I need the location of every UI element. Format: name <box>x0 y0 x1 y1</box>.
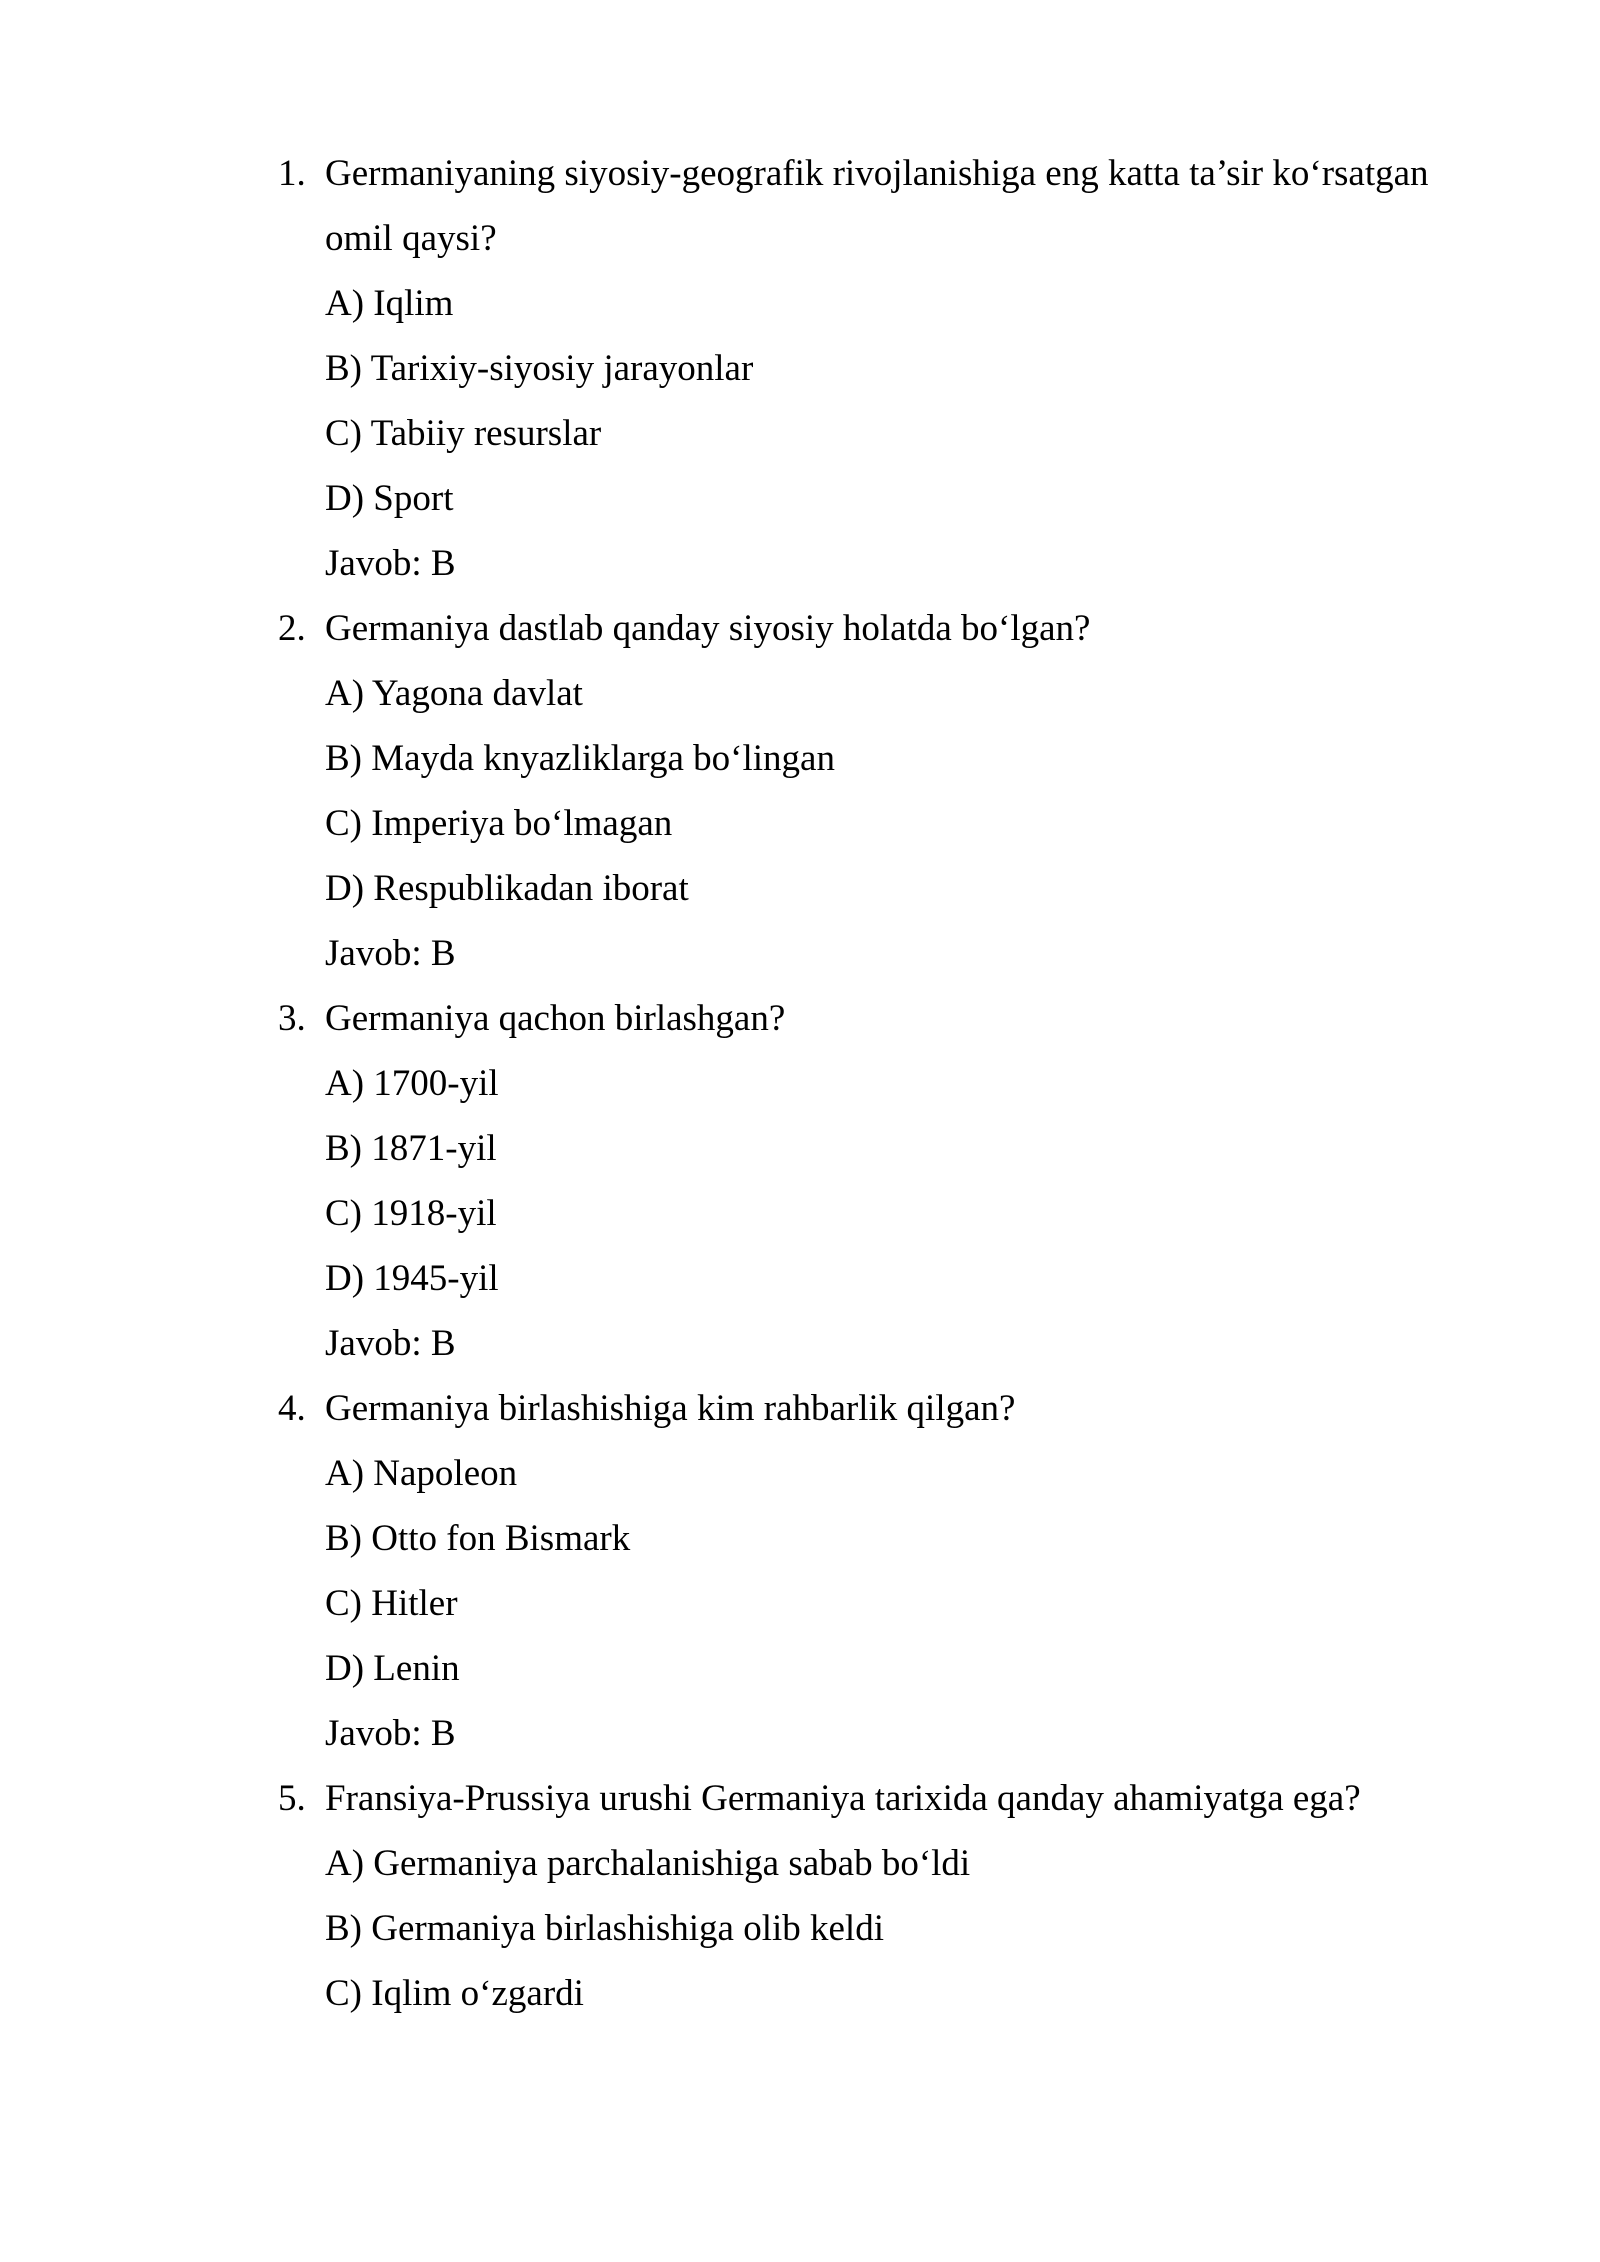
quiz-question-1 <box>278 141 1498 596</box>
quiz-question-5 <box>278 1766 1498 2026</box>
option-line: D) Sport <box>325 478 454 519</box>
question-text: Germaniyaning siyosiy-geografik rivojlanishiga eng katta ta’sir ko‘rsatgan <box>325 153 1429 194</box>
option-line: D) Respublikadan iborat <box>325 868 689 909</box>
option-line: A) Germaniya parchalanishiga sabab bo‘ldi <box>325 1843 971 1884</box>
question-number: 1. <box>278 153 306 194</box>
question-line <box>278 1376 1498 1441</box>
option-line: A) Iqlim <box>325 283 454 324</box>
question-text: Germaniya dastlab qanday siyosiy holatda bo‘lgan? <box>325 608 1091 649</box>
option-line: B) Tarixiy-siyosiy jarayonlar <box>325 348 754 389</box>
option-line: B) Mayda knyazliklarga bo‘lingan <box>325 738 835 779</box>
quiz-question-2 <box>278 596 1498 986</box>
question-number: 4. <box>278 1388 306 1429</box>
answer-line: Javob: B <box>325 933 456 974</box>
quiz-question-4 <box>278 1376 1498 1766</box>
question-text: Fransiya-Prussiya urushi Germaniya tarixida qanday ahamiyatga ega? <box>325 1778 1361 1819</box>
option-line: C) 1918-yil <box>325 1193 497 1234</box>
option-line: B) Germaniya birlashishiga olib keldi <box>325 1908 884 1949</box>
option-line: A) 1700-yil <box>325 1063 499 1104</box>
answer-line: Javob: B <box>325 543 456 584</box>
option-line: B) Otto fon Bismark <box>325 1518 631 1559</box>
option-line: A) Napoleon <box>325 1453 518 1494</box>
question-line <box>278 596 1498 661</box>
option-line: C) Imperiya bo‘lmagan <box>325 803 673 844</box>
option-line: A) Yagona davlat <box>325 673 583 714</box>
option-line: B) 1871-yil <box>325 1128 497 1169</box>
question-text: Germaniya qachon birlashgan? <box>325 998 786 1039</box>
question-line <box>278 1766 1498 1831</box>
option-line: C) Iqlim o‘zgardi <box>325 1973 584 2014</box>
question-line <box>278 986 1498 1051</box>
answer-line: Javob: B <box>325 1713 456 1754</box>
quiz-question-3 <box>278 986 1498 1376</box>
question-number: 5. <box>278 1778 306 1819</box>
option-line: D) Lenin <box>325 1648 460 1689</box>
option-line: D) 1945-yil <box>325 1258 499 1299</box>
question-number: 3. <box>278 998 306 1039</box>
question-text-continuation: omil qaysi? <box>325 218 497 259</box>
answer-line: Javob: B <box>325 1323 456 1364</box>
option-line: C) Hitler <box>325 1583 458 1624</box>
quiz-content <box>278 141 1498 2026</box>
question-number: 2. <box>278 608 306 649</box>
question-text: Germaniya birlashishiga kim rahbarlik qilgan? <box>325 1388 1016 1429</box>
option-line: C) Tabiiy resurslar <box>325 413 602 454</box>
question-line <box>278 141 1498 206</box>
